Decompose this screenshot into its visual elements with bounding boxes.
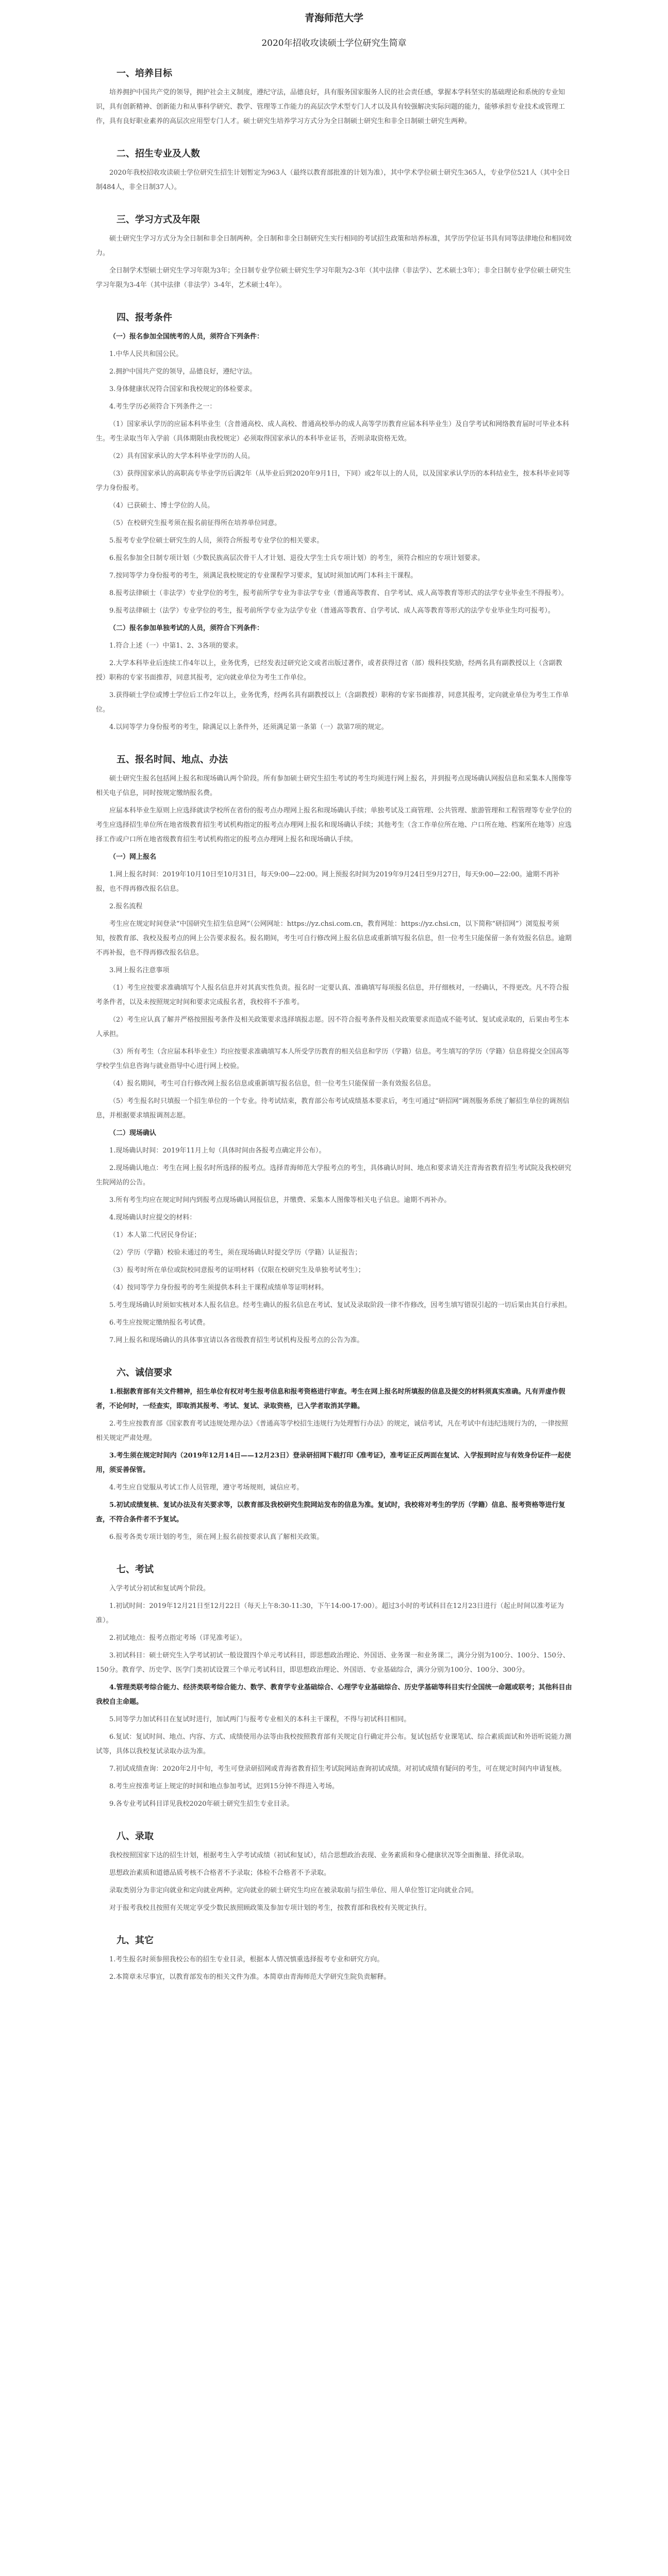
section-paragraph: （4）已获硕士、博士学位的人员。	[109, 502, 214, 510]
section-paragraph: 硕士研究生学习方式分为全日制和非全日制两种。全日制和非全日制研究生实行相同的考试招生政策和培养标准，其学历学位证书具有同等法律地位和相同效力。	[96, 235, 572, 257]
section-paragraph: （2）学历（学籍）校验未通过的考生，须在现场确认时提交学历（学籍）认证报告；	[109, 1249, 362, 1257]
section-heading: 八、录取	[116, 1831, 154, 1842]
section-paragraph: （4）报名期间，考生可自行修改网上报名信息或重新填写报名信息，但一位考生只能保留一条有效报名信息。	[109, 1080, 436, 1088]
section-paragraph: 6.报名参加全日制专项计划（少数民族高层次骨干人才计划、退役大学生士兵专项计划）的考生，须符合相应的专项计划要求。	[109, 554, 485, 562]
section-paragraph: 9.各专业考试科目详见我校2020年硕士研究生招生专业目录。	[109, 1800, 294, 1808]
section-heading: 三、学习方式及年限	[116, 214, 200, 225]
section-heading: 七、考试	[116, 1564, 154, 1575]
section-paragraph: 1.考生报名时须参照我校公布的招生专业目录，根据本人情况慎重选择报考专业和研究方向。	[109, 1956, 384, 1963]
section-paragraph: 4.现场确认时应提交的材料：	[109, 1214, 196, 1222]
section-paragraph: 6.复试：复试时间、地点、内容、方式、成绩使用办法等由我校按照教育部有关规定自行确定并公布。复试包括专业课笔试、综合素质面试和外语听说能力测试等，具体以我校复试录取办法为准。	[96, 1733, 572, 1755]
section-paragraph: 1.现场确认时间：2019年11月上旬（具体时间由各报考点确定并公布）。	[109, 1147, 326, 1155]
section-paragraph: （一）报名参加全国统考的人员，须符合下列条件：	[109, 333, 264, 341]
section-paragraph: 7.初试成绩查询：2020年2月中旬，考生可登录研招网或青海省教育招生考试院网站查询初试成绩。对初试成绩有疑问的考生，可在规定时间内申请复核。	[109, 1765, 566, 1773]
section-paragraph: 1.网上报名时间：2019年10月10日至10月31日，每天9:00—22:00。网上预报名时间为2019年9月24日至9月27日，每天9:00—22:00。逾期不再补报，也不得再修改报名信息。	[96, 871, 560, 893]
section-heading: 二、招生专业及人数	[116, 148, 200, 159]
section-paragraph: 4.考生学历必须符合下列条件之一：	[109, 403, 216, 411]
section-paragraph: （一）网上报名	[109, 853, 157, 861]
section-paragraph: 5.考生现场确认时须如实核对本人报名信息。经考生确认的报名信息在考试、复试及录取阶段一律不作修改，因考生填写错误引起的一切后果由其自行承担。	[109, 1301, 572, 1309]
section-paragraph: 6.考生应按规定缴纳报名考试费。	[109, 1319, 210, 1327]
section-paragraph: 2020年我校招收攻读硕士学位研究生招生计划暂定为963人（最终以教育部批准的计划为准），其中学术学位硕士研究生365人，专业学位521人（其中全日制484人，非全日制37人）。	[96, 169, 571, 191]
section-paragraph: 2.考生应按教育部《国家教育考试违规处理办法》《普通高等学校招生违规行为处理暂行办法》的规定，诚信考试，凡在考试中有违纪违规行为的，一律按照相关规定严肃处理。	[96, 1420, 568, 1442]
section-paragraph: 1.符合上述（一）中第1、2、3各项的要求。	[109, 642, 243, 650]
section-paragraph: 硕士研究生报名包括网上报名和现场确认两个阶段。所有参加硕士研究生招生考试的考生均须进行网上报名，并到报考点现场确认网报信息和采集本人图像等相关电子信息，同时按规定缴纳报名费。	[96, 775, 572, 797]
section-paragraph: （二）现场确认	[109, 1129, 157, 1137]
section-paragraph: 7.按同等学力身份报考的考生，须满足我校规定的专业课程学习要求，复试时须加试两门本科主干课程。	[109, 572, 417, 580]
section-paragraph: 6.报考各类专项计划的考生，须在网上报名前按要求认真了解相关政策。	[109, 1533, 324, 1541]
section-paragraph: （2）考生应认真了解并严格按照报考条件及相关政策要求选择填报志愿。因不符合报考条件及相关政策要求而造成不能考试、复试或录取的，后果由考生本人承担。	[96, 1016, 570, 1038]
section-paragraph: 应届本科毕业生原则上应选择就读学校所在省份的报考点办理网上报名和现场确认手续；单独考试及工商管理、公共管理、旅游管理和工程管理等专业学位的考生应选择招生单位所在地省级教育招生考试机构指定的报考点办理网上报名和现场确认手续；其他考生（含工作单位所在地、户口所在地、档案所在地等）应选择工作或户口所在地省级教育招生考试机构指定的报考点办理网上报名和现场确认手续。	[96, 807, 572, 843]
section-paragraph: 对于报考我校且按照有关规定享受少数民族照顾政策及参加专项计划的考生，按教育部和我校有关规定执行。	[109, 1904, 431, 1912]
section-paragraph: （5）在校研究生报考须在报名前征得所在培养单位同意。	[109, 519, 281, 527]
section-paragraph: 我校按照国家下达的招生计划，根据考生入学考试成绩（初试和复试），结合思想政治表现、业务素质和身心健康状况等全面衡量、择优录取。	[109, 1852, 528, 1859]
section-paragraph: 3.考生须在规定时间内（2019年12月14日——12月23日）登录研招网下载打印《准考证》，准考证正反两面在复试、入学报到时应与有效身份证件一起使用，须妥善保管。	[96, 1452, 571, 1474]
section-paragraph: 9.报考法律硕士（法学）专业学位的考生，报考前所学专业为法学专业（普通高等教育、自学考试、成人高等教育等形式的法学专业毕业生均可报考）。	[109, 607, 555, 615]
section-paragraph: 2.报名流程	[109, 903, 143, 910]
section-paragraph: （3）所有考生（含应届本科毕业生）均应按要求准确填写本人所受学历教育的相关信息和学历（学籍）信息。考生填写的学历（学籍）信息将提交全国高等学校学生信息咨询与就业指导中心进行网上校验。	[96, 1048, 570, 1070]
document-body	[96, 66, 572, 1985]
section-paragraph: 4.以同等学力身份报考的考生，除满足以上条件外，还须满足第一条第（一）款第7项的规定。	[109, 723, 388, 731]
section-paragraph: 3.网上报名注意事项	[109, 967, 170, 974]
section-paragraph: 5.报考专业学位硕士研究生的人员，须符合所报考专业学位的相关要求。	[109, 537, 324, 545]
section-paragraph: 2.本简章未尽事宜，以教育部发布的相关文件为准。本简章由青海师范大学研究生院负责解释。	[109, 1973, 391, 1981]
section-paragraph: （1）本人第二代居民身份证；	[109, 1231, 201, 1239]
document-page	[96, 0, 572, 2576]
section-paragraph: （5）考生报名时只填报一个招生单位的一个专业。待考试结束，教育部公布考试成绩基本要求后，考生可通过“研招网”调剂服务系统了解招生单位的调剂信息，并根据要求填报调剂志愿。	[96, 1097, 570, 1120]
section-heading: 一、培养目标	[116, 68, 172, 79]
section-paragraph: 3.身体健康状况符合国家和我校规定的体检要求。	[109, 385, 257, 393]
section-paragraph: 2.现场确认地点：考生在网上报名时所选择的报考点。选择青海师范大学报考点的考生，具体确认时间、地点和要求请关注青海省教育招生考试院及我校研究生院网站的公告。	[96, 1164, 572, 1187]
section-paragraph: 4.管理类联考综合能力、经济类联考综合能力、数学、教育学专业基础综合、心理学专业基础综合、历史学基础等科目实行全国统一命题或联考；其他科目由我校自主命题。	[96, 1684, 572, 1706]
section-paragraph: 3.获得硕士学位或博士学位后工作2年以上，业务优秀，经两名具有副教授以上（含副教授）职称的专家书面推荐，同意其报考，定向就业单位为考生工作单位。	[96, 691, 569, 714]
section-paragraph: 2.拥护中国共产党的领导，品德良好，遵纪守法。	[109, 368, 257, 376]
section-paragraph: 1.初试时间：2019年12月21日至12月22日（每天上午8:30-11:30，下午14:00-17:00）。超过3小时的考试科目在12月23日进行（起止时间以准考证为准）。	[96, 1602, 564, 1624]
section-paragraph: 7.网上报名和现场确认的具体事宜请以各省级教育招生考试机构及报考点的公告为准。	[109, 1336, 364, 1344]
section-paragraph: 3.所有考生均应在规定时间内到报考点现场确认网报信息，并缴费、采集本人图像等相关电子信息。逾期不再补办。	[109, 1196, 451, 1204]
section-paragraph: 2.大学本科毕业后连续工作4年以上，业务优秀，已经发表过研究论文或者出版过著作，或者获得过省（部）级科技奖励，经两名具有副教授以上（含副教授）职称的专家书面推荐，同意其报考，定向就业单位为考生工作单位。	[96, 659, 562, 682]
section-paragraph: （3）获得国家承认的高职高专毕业学历后满2年（从毕业后到2020年9月1日，下同）或2年以上的人员，以及国家承认学历的本科结业生，按本科毕业同等学力身份报考。	[96, 470, 570, 492]
section-paragraph: 2.初试地点：报考点指定考场（详见准考证）。	[109, 1634, 246, 1642]
section-paragraph: （2）具有国家承认的大学本科毕业学历的人员。	[109, 452, 255, 460]
document-title: 2020年招收攻读硕士学位研究生简章	[261, 38, 407, 48]
section-heading: 五、报名时间、地点、办法	[116, 754, 228, 765]
section-paragraph: 3.初试科目：硕士研究生入学考试初试一般设置四个单元考试科目，即思想政治理论、外国语、业务课一和业务课二，满分分别为100分、100分、150分、150分。教育学、历史学、医学门类初试设置三个单元考试科目，即思想政治理论、外国语、专业基础综合，满分分别为100分、100分、300分。	[96, 1652, 570, 1674]
school-name: 青海师范大学	[304, 12, 363, 24]
section-paragraph: （二）报名参加单独考试的人员，须符合下列条件：	[109, 624, 264, 632]
section-paragraph: （1）国家承认学历的应届本科毕业生（含普通高校、成人高校、普通高校举办的成人高等学历教育应届本科毕业生）及自学考试和网络教育届时可毕业本科生。考生录取当年入学前（具体期限由我校规定）必须取得国家承认的本科毕业证书，否则录取资格无效。	[96, 420, 570, 443]
section-heading: 六、诚信要求	[116, 1367, 172, 1378]
section-paragraph: 入学考试分初试和复试两个阶段。	[109, 1585, 210, 1592]
section-paragraph: （1）考生应按要求准确填写个人报名信息并对其真实性负责。报名时一定要认真、准确填写每项报名信息，并仔细核对，一经确认，不得更改。凡不符合报考条件者，以及未按照规定时间和要求完成报名者，我校将不予准考。	[96, 984, 570, 1006]
section-paragraph: 思想政治素质和道德品质考核不合格者不予录取；体检不合格者不予录取。	[109, 1869, 331, 1877]
section-paragraph: 考生应在规定时间登录“中国研究生招生信息网”（公网网址：https://yz.chsi.com.cn，教育网址：https://yz.chsi.cn，以下简称“研招网”）浏览报考须知，按教育部、我校及报考点的网上公告要求报名。报名期间，考生可自行修改网上报名信息或重新填写报名信息，但一位考生只能保留一条有效报名信息。逾期不再补报，也不得再修改报名信息。	[96, 920, 572, 957]
section-heading: 四、报考条件	[116, 312, 172, 323]
section-paragraph: 8.考生应按准考证上规定的时间和地点参加考试，迟到15分钟不得进入考场。	[109, 1783, 339, 1790]
section-paragraph: （3）报考时所在单位或院校同意报考的证明材料（仅限在校研究生及单独考试考生）；	[109, 1266, 365, 1274]
section-paragraph: （4）按同等学力身份报考的考生须提供本科主干课程成绩单等证明材料。	[109, 1284, 328, 1292]
section-paragraph: 全日制学术型硕士研究生学习年限为3年；全日制专业学位硕士研究生学习年限为2-3年（其中法律（非法学）、艺术硕士3年）；非全日制专业学位硕士研究生学习年限为3-4年（其中法律（非法学）3-4年，艺术硕士4年）。	[96, 267, 571, 289]
section-paragraph: 1.中华人民共和国公民。	[109, 350, 183, 358]
section-heading: 九、其它	[116, 1935, 154, 1946]
section-paragraph: 培养拥护中国共产党的领导，拥护社会主义制度，遵纪守法，品德良好，具有服务国家服务人民的社会责任感，掌握本学科坚实的基础理论和系统的专业知识，具有创新精神、创新能力和从事科学研究、教学、管理等工作能力的高层次学术型专门人才以及具有较强解决实际问题的能力，能够承担专业技术或管理工作，具有良好职业素养的高层次应用型专门人才。硕士研究生培养学习方式分为全日制硕士研究生和非全日制硕士研究生两种。	[96, 89, 565, 125]
section-paragraph: 录取类别分为非定向就业和定向就业两种。定向就业的硕士研究生均应在被录取前与招生单位、用人单位签订定向就业合同。	[109, 1887, 478, 1894]
section-paragraph: 5.初试成绩复核、复试办法及有关要求等，以教育部及我校研究生院网站发布的信息为准。复试时，我校将对考生的学历（学籍）信息、报考资格等进行复查，不符合条件者不予复试。	[96, 1501, 565, 1523]
section-paragraph: 8.报考法律硕士（非法学）专业学位的考生，报考前所学专业为非法学专业（普通高等教育、自学考试、成人高等教育等形式的法学专业毕业生不得报考）。	[109, 589, 568, 597]
section-paragraph: 5.同等学力加试科目在复试时进行，加试两门与报考专业相关的本科主干课程，不得与初试科目相同。	[109, 1716, 411, 1723]
section-paragraph: 1.根据教育部有关文件精神，招生单位有权对考生报考信息和报考资格进行审查。考生在网上报名时所填报的信息及提交的材料须真实准确。凡有弄虚作假者，不论何时，一经查实，即取消其报考、考试、复试、录取资格，已入学者取消其学籍。	[96, 1388, 565, 1410]
section-paragraph: 4.考生应自觉服从考试工作人员管理，遵守考场规则，诚信应考。	[109, 1484, 304, 1492]
